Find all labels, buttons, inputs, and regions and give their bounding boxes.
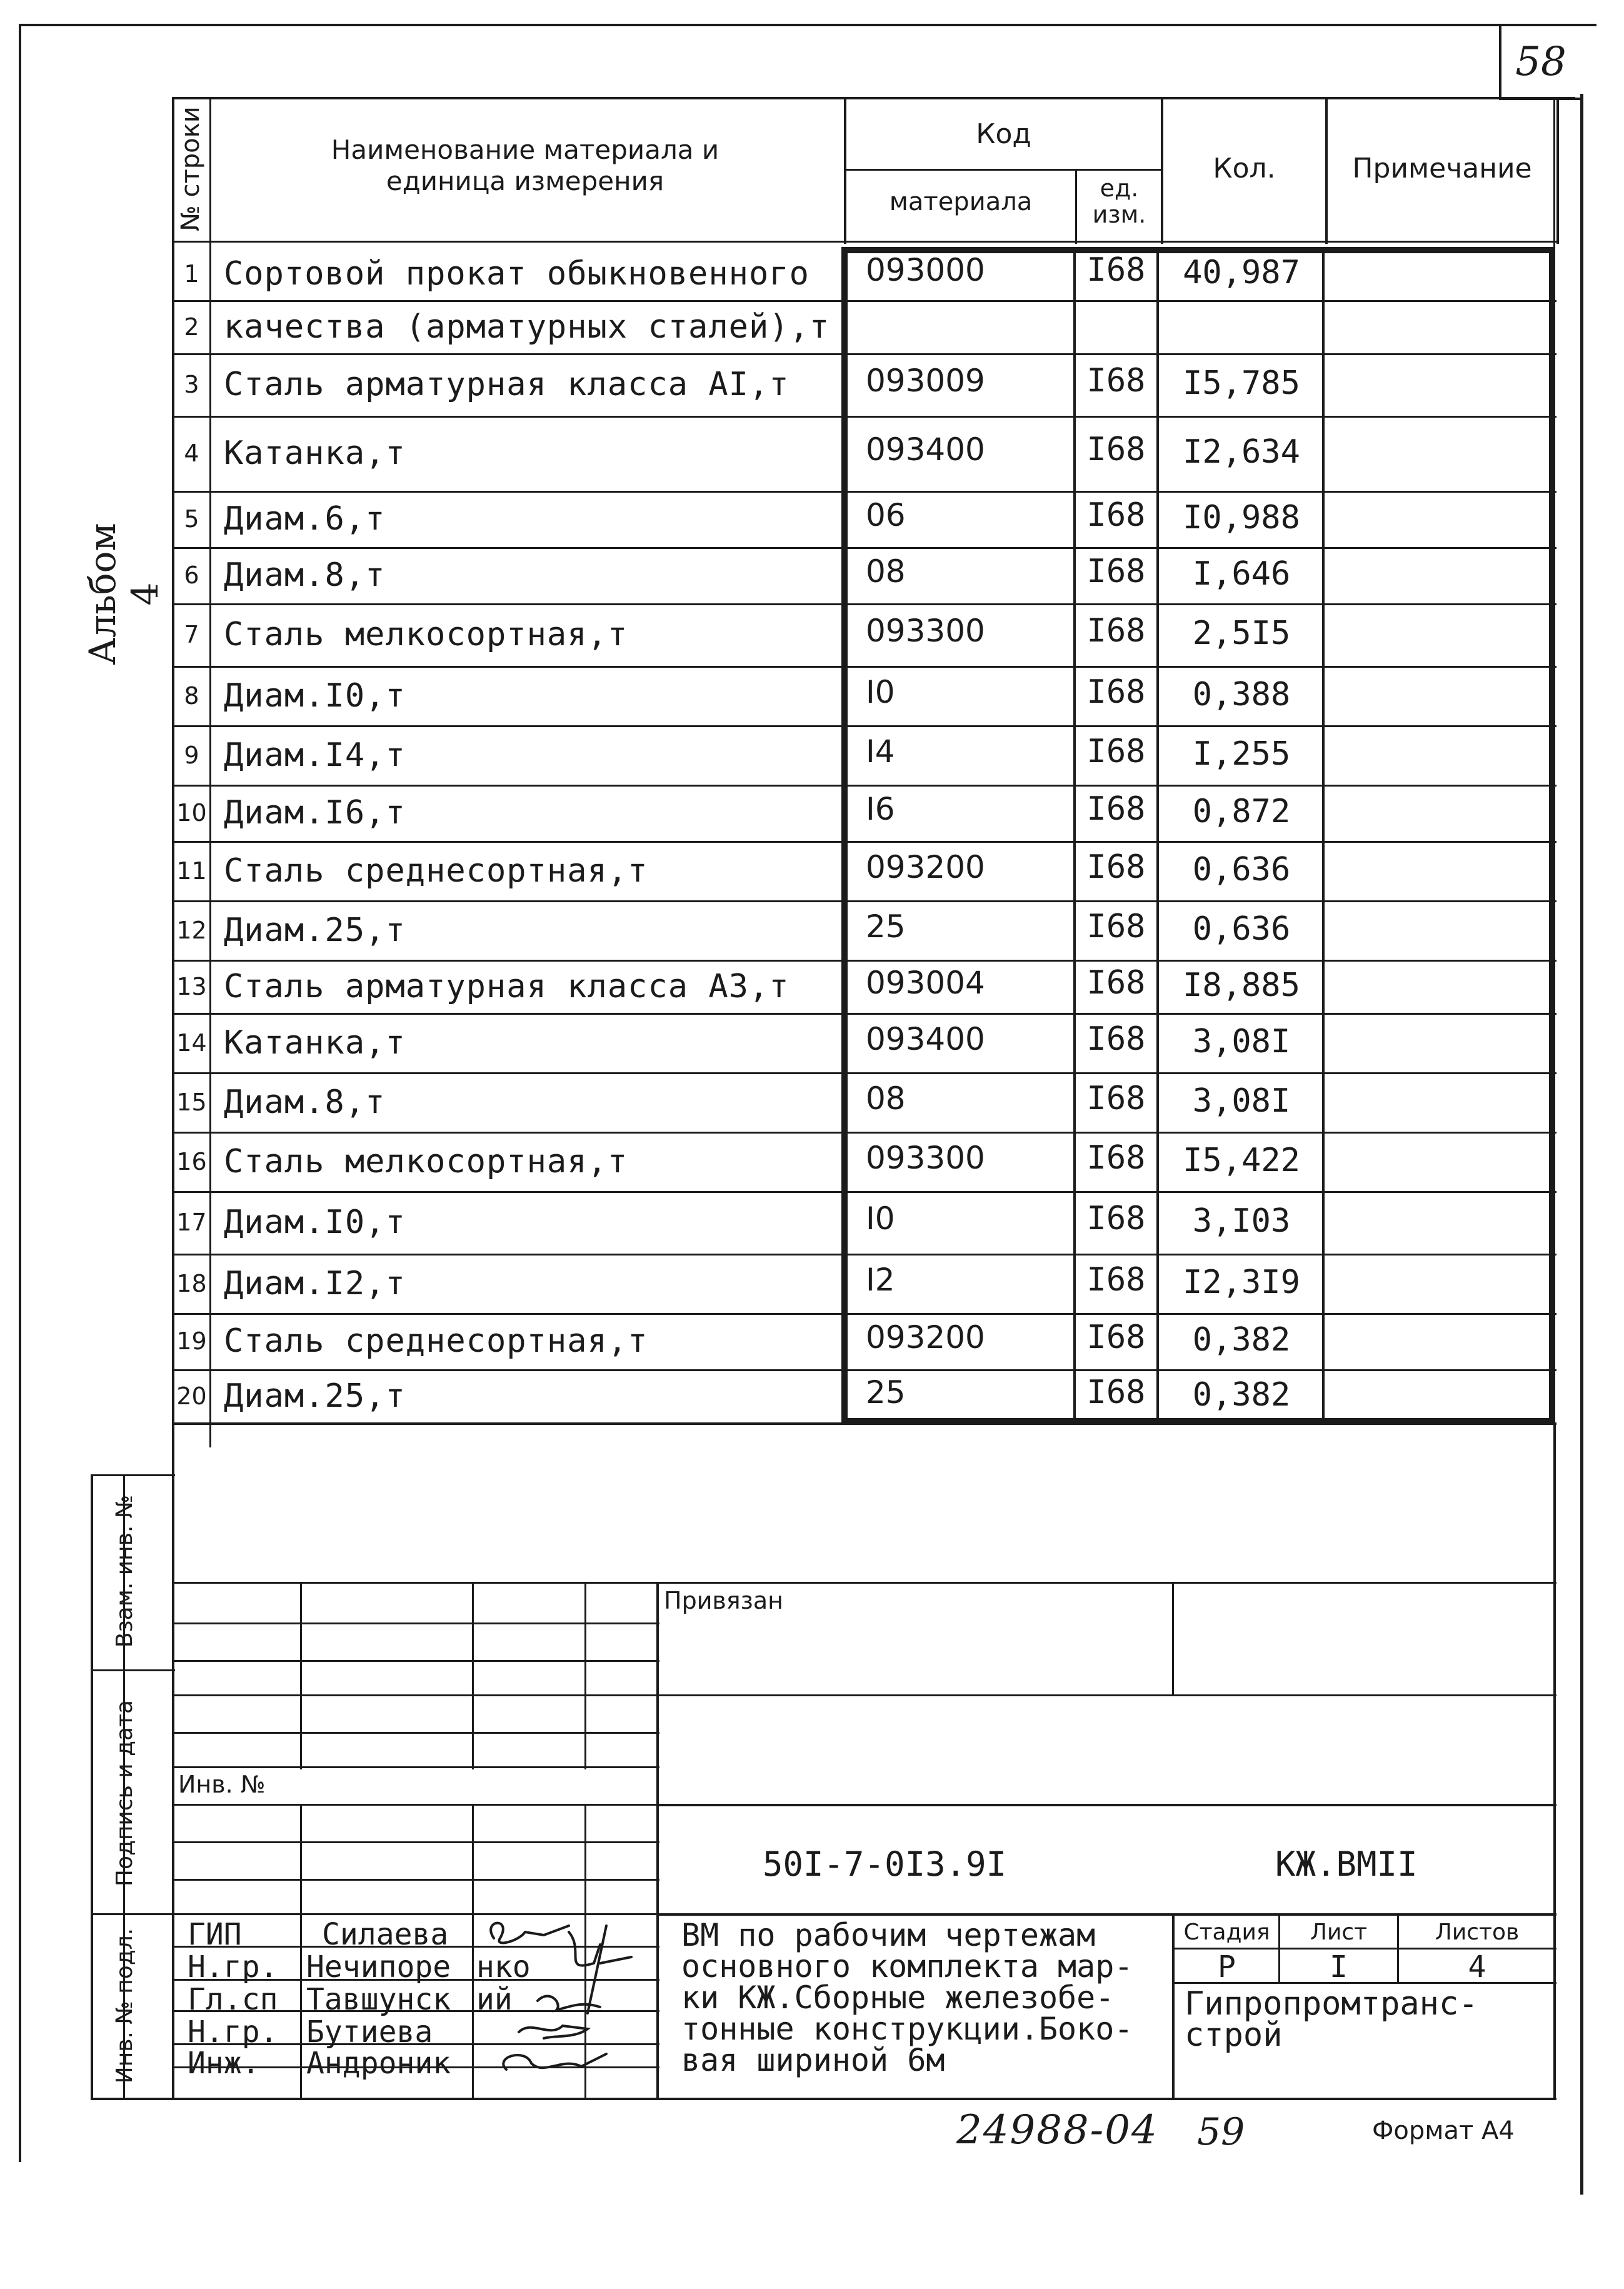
- title-line-2: основного комплекта мар-: [681, 1948, 1133, 1985]
- material-code: 25: [866, 908, 906, 945]
- material-code: I0: [866, 673, 895, 710]
- signer-2-ext: нко: [476, 1949, 531, 1985]
- role-4: Н.гр.: [188, 2015, 278, 2050]
- unit-code: I68: [1086, 1139, 1146, 1177]
- org-name: [1185, 1985, 1478, 2054]
- material-name: Диам.25,т: [224, 1377, 406, 1415]
- material-name: Диам.I0,т: [224, 677, 406, 715]
- material-code: 093009: [866, 363, 985, 399]
- quantity: 40,987: [1183, 253, 1300, 291]
- material-name: Диам.I4,т: [224, 736, 406, 774]
- signer-5: Андроник: [306, 2046, 451, 2081]
- row-number: 12: [176, 916, 207, 944]
- title-line-5: вая шириной 6м: [681, 2042, 945, 2078]
- role-3: Гл.сп: [188, 1982, 278, 2017]
- row-number: 4: [184, 440, 199, 467]
- unit-code: I68: [1086, 251, 1146, 289]
- row-number: 3: [184, 371, 199, 398]
- quantity: I8,885: [1183, 966, 1300, 1004]
- stage-label: Стадия: [1183, 1919, 1270, 1945]
- material-code: 093400: [866, 1020, 985, 1057]
- quantity: 2,5I5: [1192, 615, 1291, 652]
- material-name: Сталь среднесортная,т: [224, 1322, 648, 1360]
- quantity: I2,634: [1183, 433, 1300, 471]
- material-code: 093000: [866, 251, 985, 288]
- material-code: I2: [866, 1261, 895, 1298]
- quantity: I5,422: [1183, 1141, 1300, 1179]
- doc-code: 50I-7-0I3.9I: [763, 1844, 1007, 1884]
- role-5: Инж.: [188, 2046, 260, 2081]
- material-code: I4: [866, 733, 895, 770]
- unit-code: I68: [1086, 1079, 1146, 1117]
- material-name: Диам.6,т: [224, 500, 386, 538]
- quantity: I,646: [1192, 555, 1291, 593]
- header-row-no: № строки: [176, 106, 205, 231]
- signer-2: Нечипоре: [306, 1949, 451, 1985]
- row-number: 9: [184, 741, 199, 769]
- header-note: Примечание: [1352, 153, 1532, 184]
- row-number: 20: [176, 1382, 207, 1410]
- header-name: Наименование материала и единица измерения: [331, 134, 719, 196]
- unit-code: I68: [1086, 963, 1146, 1002]
- material-code: 093400: [866, 431, 985, 468]
- signer-4: Бутиева: [306, 2015, 433, 2050]
- material-name: Сталь арматурная класса AI,т: [224, 366, 789, 403]
- material-code: 06: [866, 497, 906, 533]
- signer-3-ext: ий: [476, 1982, 513, 2017]
- unit-code: I68: [1086, 1319, 1146, 1356]
- row-number: 1: [184, 259, 199, 288]
- material-name: Сталь среднесортная,т: [224, 852, 648, 890]
- row-number: 11: [176, 857, 207, 885]
- privyazan-label: Привязан: [664, 1587, 783, 1614]
- material-name: Диам.I6,т: [224, 794, 406, 832]
- unit-code: I68: [1086, 907, 1146, 945]
- header-material: материала: [889, 188, 1033, 216]
- unit-code: I68: [1086, 673, 1146, 711]
- doc-mark: КЖ.ВМII: [1275, 1844, 1418, 1884]
- page-number: 58: [1515, 39, 1566, 85]
- format-label: Формат А4: [1372, 2116, 1515, 2145]
- table-end-line: [172, 1422, 1556, 1425]
- sheets-label: Листов: [1435, 1919, 1520, 1945]
- quantity: I0,988: [1183, 499, 1300, 536]
- org-line-2: строй: [1185, 2016, 1283, 2054]
- material-name: Диам.I0,т: [224, 1204, 406, 1241]
- row-number: 18: [176, 1269, 207, 1297]
- title-line-3: ки КЖ.Сборные железобе-: [681, 1980, 1115, 2016]
- unit-code: I68: [1086, 431, 1146, 468]
- signatures: [475, 1913, 663, 2101]
- signer-3: Тавшунск: [306, 1982, 451, 2017]
- unit-code: I68: [1086, 848, 1146, 886]
- row-number: 10: [176, 799, 207, 827]
- unit-code: I68: [1086, 790, 1146, 828]
- role-2: Н.гр.: [188, 1949, 278, 1985]
- stage-value: Р: [1218, 1949, 1236, 1985]
- quantity: I,255: [1192, 735, 1291, 773]
- quantity: 0,636: [1192, 850, 1291, 888]
- strip-podpis-data: Подпись и дата: [112, 1699, 138, 1887]
- unit-code: I68: [1086, 612, 1146, 650]
- row-number: 6: [184, 561, 199, 589]
- unit-code: I68: [1086, 1373, 1146, 1411]
- material-name: Сортовой прокат обыкновенного: [224, 254, 809, 293]
- row-number: 5: [184, 505, 199, 533]
- unit-code: I68: [1086, 553, 1146, 590]
- unit-code: I68: [1086, 496, 1146, 534]
- signer-1: Силаева: [322, 1917, 449, 1952]
- strip-inv-podl: Инв. № подл.: [112, 1928, 138, 2084]
- material-code: 093200: [866, 848, 985, 885]
- row-number: 16: [176, 1147, 207, 1175]
- header-unit: ед. изм.: [1092, 174, 1146, 228]
- strip-vzam-inv: Взам. инв. №: [112, 1494, 138, 1648]
- material-code: I6: [866, 791, 895, 827]
- material-name: Диам.25,т: [224, 911, 406, 949]
- material-name: Сталь мелкосортная,т: [224, 1142, 628, 1180]
- row-number: 17: [176, 1209, 207, 1236]
- unit-code: I68: [1086, 1260, 1146, 1299]
- row-number: 19: [176, 1327, 207, 1355]
- document-title: [681, 1919, 1133, 2076]
- sheets-value: 4: [1468, 1949, 1486, 1985]
- header-qty: Кол.: [1213, 153, 1276, 184]
- header-code: Код: [976, 118, 1031, 150]
- inv-no-label: Инв. №: [178, 1771, 266, 1798]
- material-name: Катанка,т: [224, 1024, 406, 1062]
- material-code: 25: [866, 1374, 906, 1411]
- title-line-1: ВМ по рабочим чертежам: [681, 1917, 1096, 1953]
- role-1: ГИП: [188, 1917, 242, 1952]
- quantity: I5,785: [1183, 365, 1300, 402]
- row-number: 14: [176, 1029, 207, 1057]
- unit-code: I68: [1086, 732, 1146, 770]
- row-number: 7: [184, 621, 199, 648]
- material-code: 093004: [866, 964, 985, 1001]
- quantity: 3,08I: [1192, 1022, 1291, 1060]
- material-code: I0: [866, 1200, 895, 1237]
- unit-code: I68: [1086, 362, 1146, 400]
- handwritten-page: 59: [1197, 2110, 1245, 2154]
- material-name: Катанка,т: [224, 435, 406, 472]
- quantity: 0,382: [1192, 1376, 1291, 1414]
- row-number: 13: [176, 972, 207, 1000]
- material-name: Диам.8,т: [224, 1083, 386, 1121]
- material-name: Сталь арматурная класса А3,т: [224, 967, 789, 1005]
- sheet-value: I: [1330, 1949, 1348, 1985]
- material-code: 093200: [866, 1319, 985, 1356]
- row-number: 2: [184, 313, 199, 341]
- material-code: 093300: [866, 613, 985, 649]
- quantity: 0,636: [1192, 910, 1291, 948]
- quantity: 0,872: [1192, 793, 1291, 830]
- quantity: 0,388: [1192, 675, 1291, 713]
- material-name: качества (арматурных сталей),т: [224, 308, 830, 346]
- unit-code: I68: [1086, 1020, 1146, 1058]
- quantity: I2,3I9: [1183, 1263, 1300, 1301]
- sheet-label: Лист: [1310, 1919, 1368, 1945]
- quantity: 3,I03: [1192, 1202, 1291, 1240]
- album-label: Альбом 4: [81, 523, 166, 665]
- material-name: Диам.8,т: [224, 556, 386, 594]
- material-code: 08: [866, 553, 906, 590]
- handwritten-number: 24988-04: [956, 2107, 1158, 2153]
- material-code: 08: [866, 1080, 906, 1117]
- row-number: 8: [184, 682, 199, 710]
- material-name: Сталь мелкосортная,т: [224, 616, 628, 653]
- title-line-4: тонные конструкции.Боко-: [681, 2011, 1133, 2047]
- quantity: 0,382: [1192, 1321, 1291, 1359]
- material-name: Диам.I2,т: [224, 1264, 406, 1302]
- row-number: 15: [176, 1088, 207, 1116]
- quantity: 3,08I: [1192, 1082, 1291, 1120]
- org-line-1: Гипропромтранс-: [1185, 1985, 1478, 2023]
- material-code: 093300: [866, 1139, 985, 1176]
- unit-code: I68: [1086, 1200, 1146, 1237]
